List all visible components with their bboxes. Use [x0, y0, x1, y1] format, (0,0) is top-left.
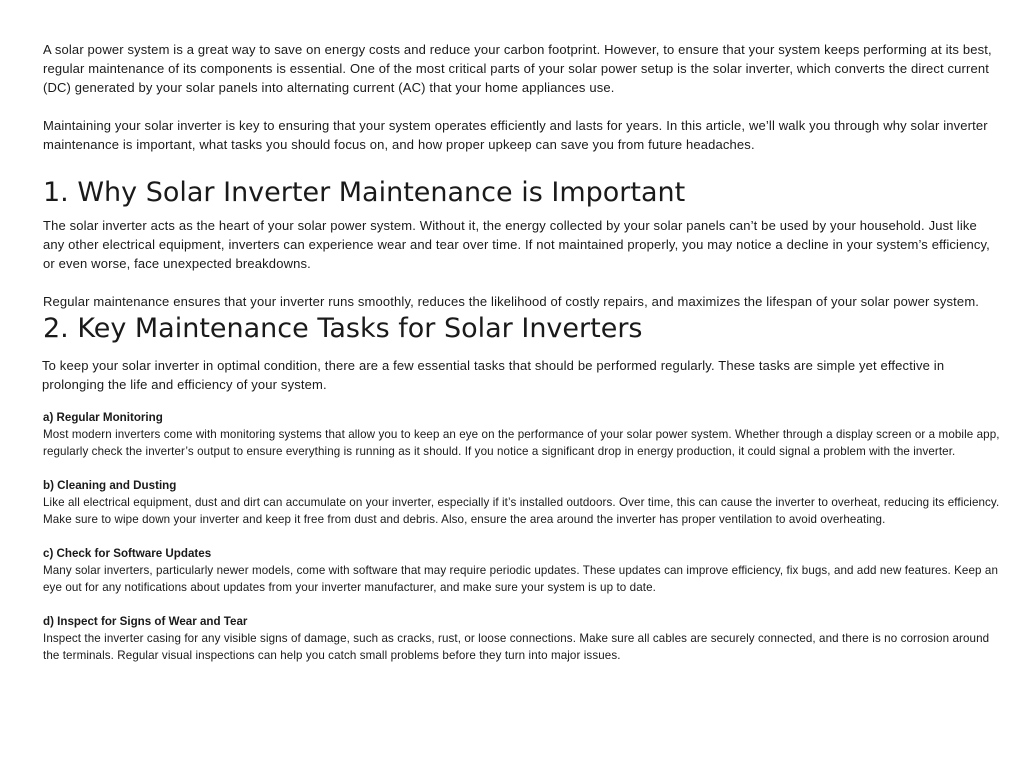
task-c	[43, 545, 1001, 596]
task-b-text: Like all electrical equipment, dust and dirt can accumulate on your inverter, especially if it’s installed outdoors. Over time, this can cause the inverter to overheat, reducing its efficiency. Make sure to wipe down your inverter and keep it free from dust and debris. Also, ensure the area around the inverter has proper ventilation to avoid overheating.	[43, 496, 1000, 526]
section-1-paragraph-2: Regular maintenance ensures that your inverter runs smoothly, reduces the likelihood of costly repairs, and maximizes the lifespan of your solar power system.	[43, 294, 980, 309]
section-1-heading: 1. Why Solar Inverter Maintenance is Important	[43, 177, 686, 208]
paragraph-spacer	[43, 273, 1001, 292]
task-a-text: Most modern inverters come with monitoring systems that allow you to keep an eye on the performance of your solar power system. Whether through a display screen or a mobile app, regularly check the inverter’s output to ensure everything is running as it should. If you notice a significant drop in energy production, it could signal a problem with the inverter.	[43, 428, 1000, 458]
task-b	[43, 477, 1001, 528]
task-a	[43, 409, 1001, 460]
task-c-title: c) Check for Software Updates	[43, 547, 212, 560]
article	[43, 40, 1001, 664]
section-2-heading: 2. Key Maintenance Tasks for Solar Inverters	[43, 313, 643, 344]
paragraph-spacer	[43, 97, 1001, 116]
task-b-title: b) Cleaning and Dusting	[43, 479, 177, 492]
task-c-text: Many solar inverters, particularly newer models, come with software that may require periodic updates. These updates can improve efficiency, fix bugs, and add new features. Keep an eye out for any notifications about updates from your inverter manufacturer, and make sure your system is up to date.	[43, 564, 998, 594]
section-1-paragraph-1: The solar inverter acts as the heart of your solar power system. Without it, the energy collected by your solar panels can’t be used by your household. Just like any other electrical equipment, inverters can experience wear and tear over time. If not maintained properly, you may notice a decline in your system’s efficiency, or even worse, face unexpected breakdowns.	[43, 218, 990, 271]
task-d	[43, 613, 1001, 664]
intro-paragraph-2: Maintaining your solar inverter is key to ensuring that your system operates efficiently and lasts for years. In this article, we’ll walk you through why solar inverter maintenance is important, what tasks you should focus on, and how proper upkeep can save you from future headaches.	[43, 118, 988, 152]
section-2-intro: To keep your solar inverter in optimal condition, there are a few essential tasks that should be performed regularly. These tasks are simple yet effective in prolonging the life and efficiency of your system.	[42, 358, 945, 392]
task-d-title: d) Inspect for Signs of Wear and Tear	[43, 615, 248, 628]
task-a-title: a) Regular Monitoring	[43, 411, 163, 424]
intro-paragraph-1: A solar power system is a great way to save on energy costs and reduce your carbon footprint. However, to ensure that your system keeps performing at its best, regular maintenance of its components is essential. One of the most critical parts of your solar power setup is the solar inverter, which converts the direct current (DC) generated by your solar panels into alternating current (AC) that your home appliances use.	[43, 42, 992, 95]
task-d-text: Inspect the inverter casing for any visible signs of damage, such as cracks, rust, or loose connections. Make sure all cables are securely connected, and there is no corrosion around the terminals. Regular visual inspections can help you catch small problems before they turn into major issues.	[43, 632, 990, 662]
